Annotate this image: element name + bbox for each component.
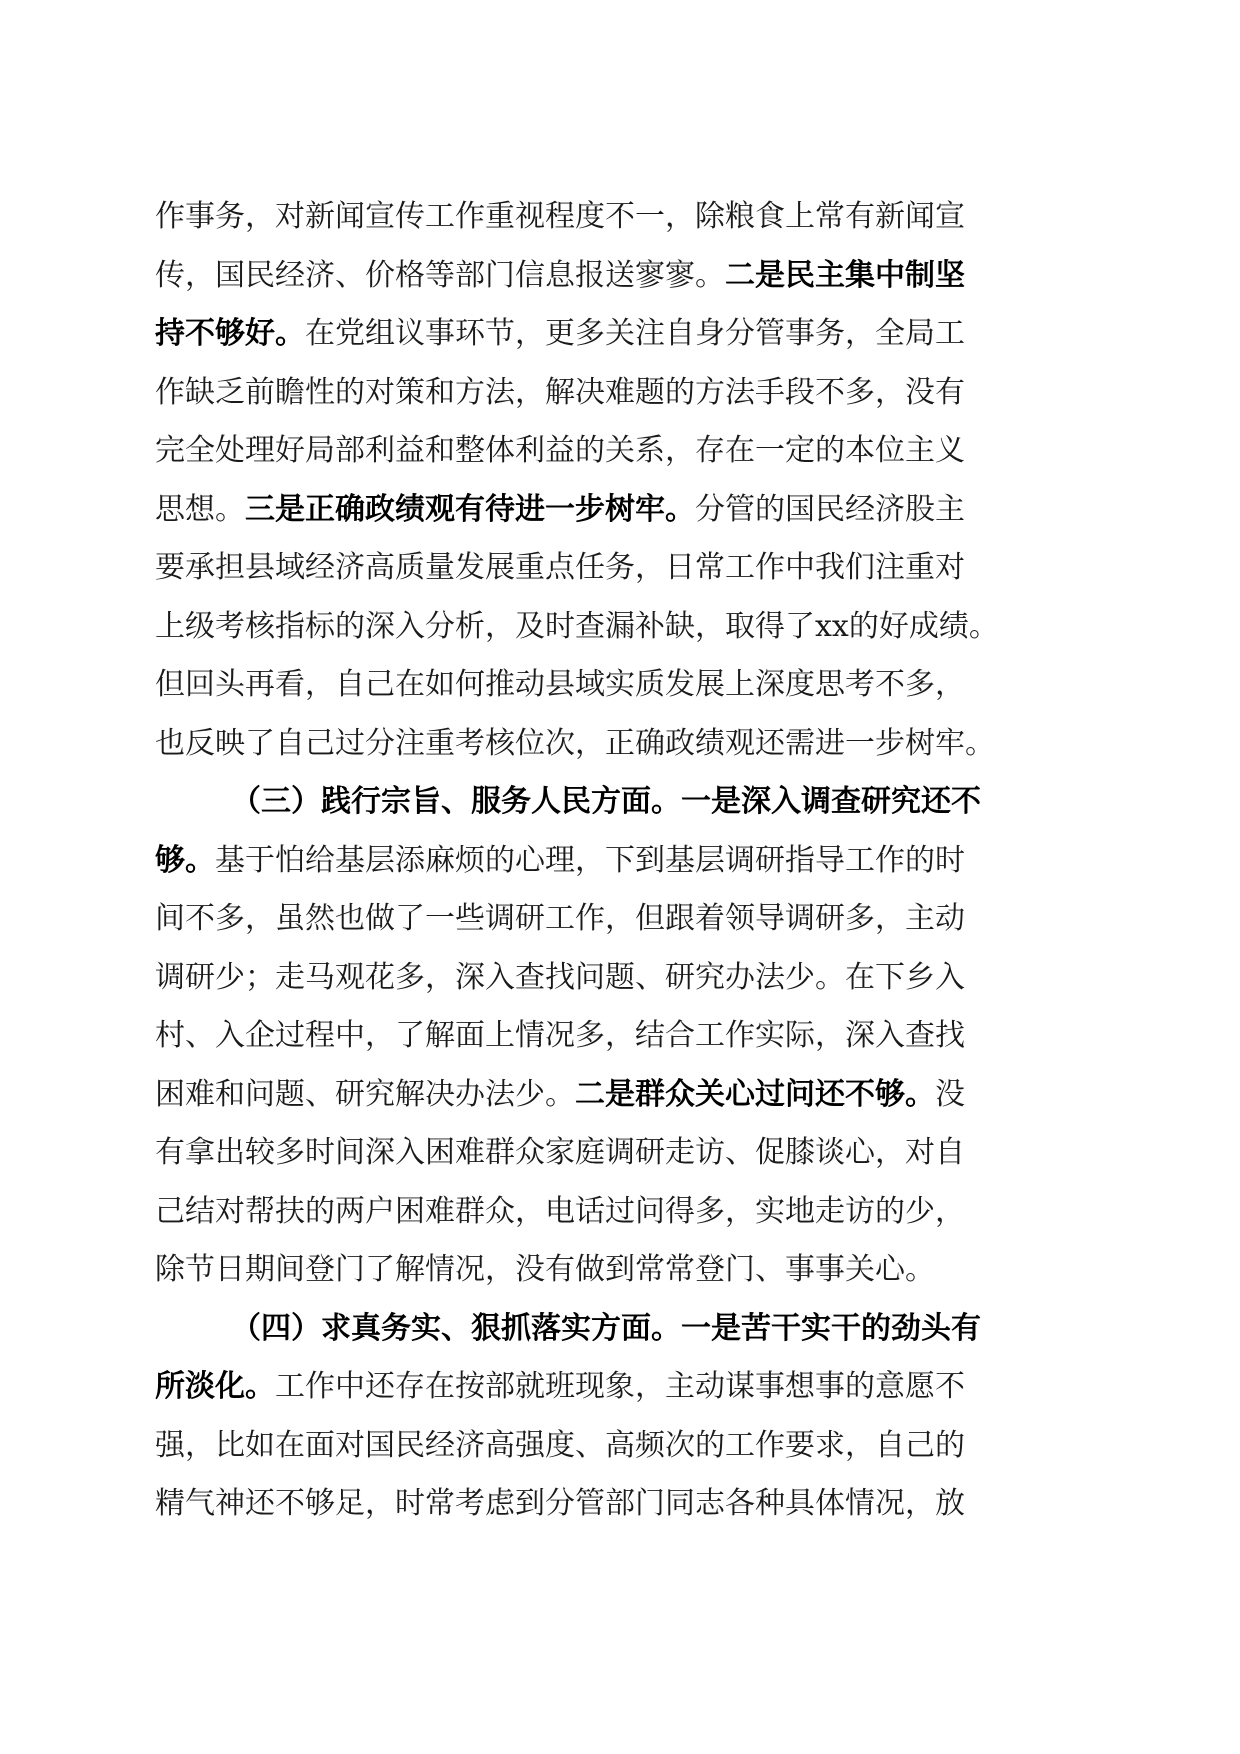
text-segment: 工作中还存在按部就班现象，主动谋事想事的意愿不 [275, 1369, 965, 1404]
text-segment: 作事务，对新闻宣传工作重视程度不一，除粮食上常有新闻宣 [155, 199, 965, 234]
text-segment: 没 [935, 1076, 965, 1112]
text-segment: 有拿出较多时间深入困难群众家庭调研走访、促膝谈心，对自 [155, 1135, 965, 1170]
text-segment: 完全处理好局部利益和整体利益的关系，存在一定的本位主义 [155, 433, 965, 468]
bold-text-segment: 二是群众关心过问还不够。 [575, 1076, 935, 1112]
text-line [155, 247, 1095, 306]
text-segment: 村、入企过程中，了解面上情况多，结合工作实际，深入查找 [155, 1018, 965, 1053]
text-segment: 也反映了自己过分注重考核位次，正确政绩观还需进一步树牢。 [155, 725, 995, 761]
text-line [155, 656, 1095, 715]
text-segment: 上级考核指标的深入分析，及时查漏补缺，取得了xx的好成绩。 [155, 608, 999, 644]
text-segment: 传，国民经济、价格等部门信息报送寥寥。 [155, 257, 725, 293]
text-line [155, 1475, 1095, 1534]
text-line [155, 1358, 1095, 1417]
bold-text-segment: 持不够好。 [155, 316, 305, 351]
text-segment: 作缺乏前瞻性的对策和方法，解决难题的方法手段不多，没有 [155, 374, 965, 410]
text-line [155, 305, 1095, 364]
text-line [155, 1300, 1095, 1359]
text-line [155, 188, 1095, 247]
text-line [155, 598, 1095, 657]
text-segment: 己结对帮扶的两户困难群众，电话过问得多，实地走访的少， [155, 1193, 965, 1229]
text-line [155, 949, 1095, 1008]
bold-text-segment: 所淡化。 [155, 1369, 275, 1404]
text-line [155, 715, 1095, 774]
document-body [155, 188, 1095, 1534]
text-segment: 但回头再看，自己在如何推动县域实质发展上深度思考不多， [155, 667, 965, 702]
text-line [155, 539, 1095, 598]
text-segment: 调研少；走马观花多，深入查找问题、研究办法少。在下乡入 [155, 959, 965, 995]
text-line [155, 422, 1095, 481]
text-segment: 要承担县域经济高质量发展重点任务，日常工作中我们注重对 [155, 550, 965, 585]
text-line [155, 890, 1095, 949]
text-line [155, 773, 1095, 832]
text-line [155, 1066, 1095, 1125]
text-segment: 分管的国民经济股主 [695, 491, 965, 527]
bold-text-segment: 够。 [155, 842, 215, 878]
bold-text-segment: （四）求真务实、狠抓落实方面。一是苦干实干的劲头有 [231, 1310, 981, 1346]
text-line [155, 1183, 1095, 1242]
text-line [155, 832, 1095, 891]
text-line [155, 1124, 1095, 1183]
text-line [155, 1417, 1095, 1476]
text-segment: 困难和问题、研究解决办法少。 [155, 1076, 575, 1112]
text-segment: 精气神还不够足，时常考虑到分管部门同志各种具体情况，放 [155, 1486, 965, 1521]
text-segment: 间不多，虽然也做了一些调研工作，但跟着领导调研多，主动 [155, 901, 965, 936]
text-line [155, 1007, 1095, 1066]
bold-text-segment: （三）践行宗旨、服务人民方面。一是深入调查研究还不 [231, 784, 981, 819]
text-segment: 基于怕给基层添麻烦的心理，下到基层调研指导工作的时 [215, 842, 965, 878]
text-segment: 在党组议事环节，更多关注自身分管事务，全局工 [305, 316, 965, 351]
text-line [155, 364, 1095, 423]
text-line [155, 481, 1095, 540]
bold-text-segment: 二是民主集中制坚 [725, 257, 965, 293]
text-line [155, 1241, 1095, 1300]
text-segment: 除节日期间登门了解情况，没有做到常常登门、事事关心。 [155, 1252, 935, 1287]
text-segment: 强，比如在面对国民经济高强度、高频次的工作要求，自己的 [155, 1427, 965, 1463]
bold-text-segment: 三是正确政绩观有待进一步树牢。 [245, 491, 695, 527]
text-segment: 思想。 [155, 491, 245, 527]
